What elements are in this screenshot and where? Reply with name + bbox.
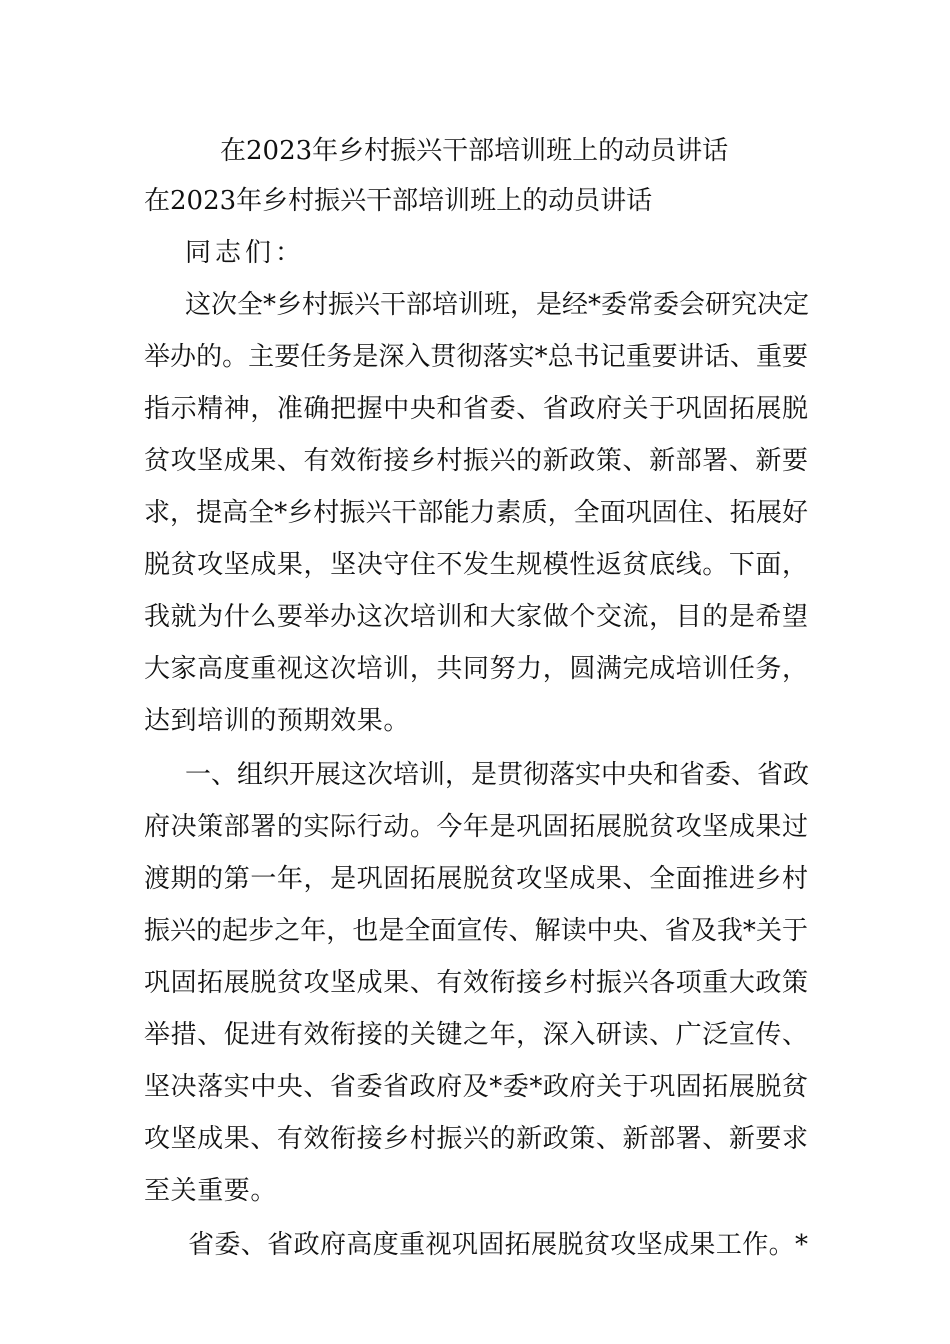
document-title-repeat: 在2023年乡村振兴干部培训班上的动员讲话 — [144, 186, 653, 216]
paragraph-2-line-4: 振兴的起步之年，也是全面宣传、解读中央、省及我*关于 — [144, 916, 808, 946]
paragraph-1-line-7: 我就为什么要举办这次培训和大家做个交流，目的是希望 — [144, 602, 808, 632]
paragraph-2-line-6: 举措、促进有效衔接的关键之年，深入研读、广泛宣传、 — [144, 1020, 808, 1050]
paragraph-2-line-7: 坚决落实中央、省委省政府及*委*政府关于巩固拓展脱贫 — [144, 1072, 808, 1102]
paragraph-1-line-2: 举办的。主要任务是深入贯彻落实*总书记重要讲话、重要 — [144, 342, 808, 372]
paragraph-1-line-4: 贫攻坚成果、有效衔接乡村振兴的新政策、新部署、新要 — [144, 446, 808, 476]
paragraph-2-line-8: 攻坚成果、有效衔接乡村振兴的新政策、新部署、新要求 — [144, 1124, 808, 1154]
paragraph-1-line-6: 脱贫攻坚成果，坚决守住不发生规模性返贫底线。下面， — [144, 550, 808, 580]
paragraph-1-line-5: 求，提高全*乡村振兴干部能力素质，全面巩固住、拓展好 — [144, 498, 808, 528]
paragraph-2-line-9: 至关重要。 — [144, 1176, 278, 1206]
paragraph-2-line-5: 巩固拓展脱贫攻坚成果、有效衔接乡村振兴各项重大政策 — [144, 968, 808, 998]
paragraph-1-line-1: 这次全*乡村振兴干部培训班，是经*委常委会研究决定 — [185, 290, 810, 320]
paragraph-2-line-2: 府决策部署的实际行动。今年是巩固拓展脱贫攻坚成果过 — [144, 812, 808, 842]
paragraph-2-line-3: 渡期的第一年，是巩固拓展脱贫攻坚成果、全面推进乡村 — [144, 864, 808, 894]
paragraph-2-line-1: 一、组织开展这次培训，是贯彻落实中央和省委、省政 — [185, 760, 810, 790]
paragraph-1-line-8: 大家高度重视这次培训，共同努力，圆满完成培训任务， — [144, 654, 808, 684]
document-title: 在2023年乡村振兴干部培训班上的动员讲话 — [220, 136, 729, 166]
paragraph-1-line-3: 指示精神，准确把握中央和省委、省政府关于巩固拓展脱 — [144, 394, 808, 424]
salutation: 同志们： — [185, 238, 306, 268]
paragraph-3-line-1: 省委、省政府高度重视巩固拓展脱贫攻坚成果工作。* — [188, 1230, 808, 1260]
paragraph-1-line-9: 达到培训的预期效果。 — [144, 706, 411, 736]
